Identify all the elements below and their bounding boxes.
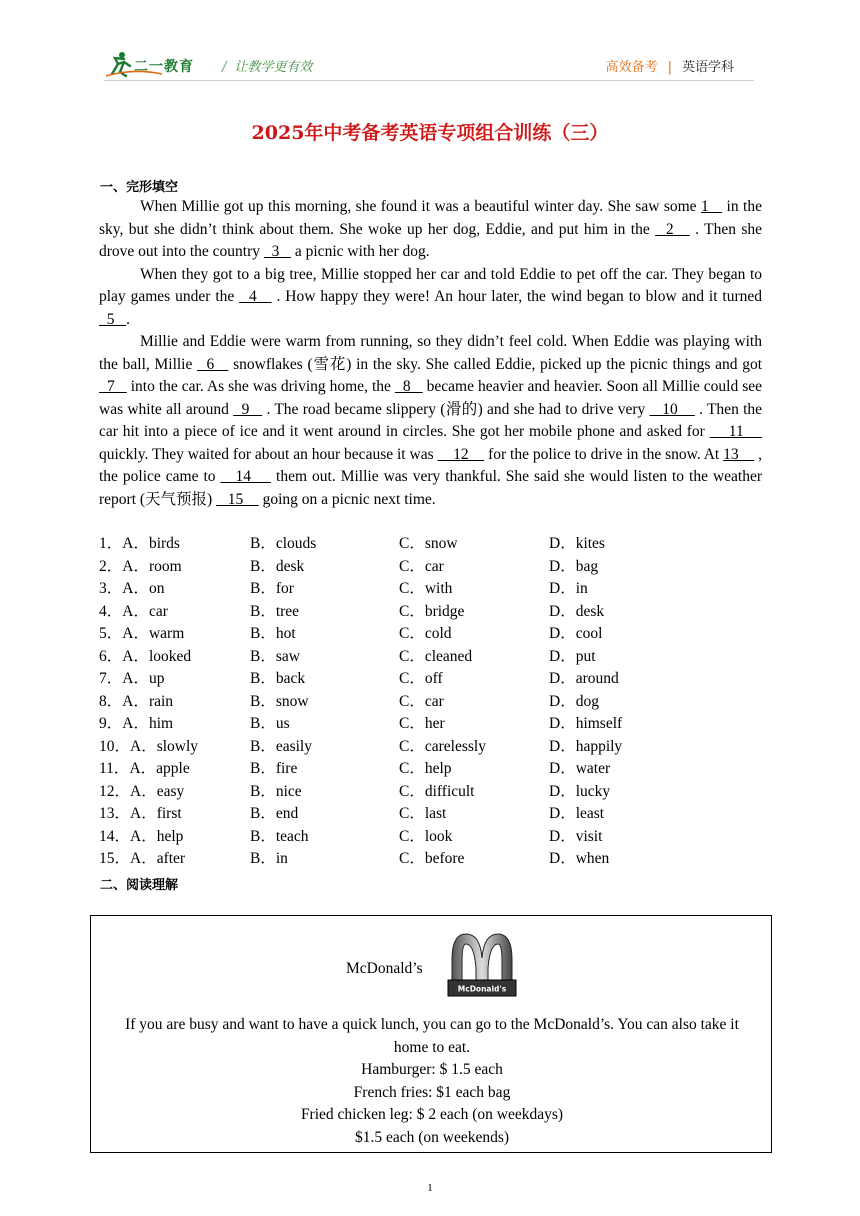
option-a: [99, 758, 190, 781]
option-c: C．look: [399, 827, 453, 845]
question-number: 11．: [99, 760, 130, 777]
option-a: [99, 668, 164, 691]
passage-paragraph: When Millie got up this morning, she found it was a beautiful winter day. She saw some 1 in the sky, but she didn’t think about them. She woke up her dog, Eddie, and put him in the 2 . Then she drove out into the country 3 a picnic with her dog.: [99, 198, 763, 260]
option-row: [99, 601, 762, 624]
blank-7: 7: [99, 378, 127, 395]
option-d: D．in: [549, 580, 588, 597]
option-c: C．car: [399, 557, 444, 575]
option-b: B．desk: [250, 557, 305, 575]
option-a: [99, 781, 184, 804]
option-c: C．cleaned: [399, 647, 473, 665]
blank-12: 12: [437, 445, 485, 463]
reading-ad-box: [90, 915, 772, 1153]
option-row: [99, 556, 762, 579]
option-d: D．least: [549, 805, 605, 822]
ad-line: If you are busy and want to have a quick lunch, you can go to the McDonald’s. You can also take it home to eat.: [125, 1016, 739, 1056]
option-c: C．car: [399, 692, 444, 710]
question-number: 14．: [99, 827, 131, 845]
ad-line: French fries: $1 each bag: [353, 1083, 511, 1101]
option-a: [99, 533, 180, 556]
option-d: D．lucky: [549, 782, 611, 800]
option-d: D．dog: [549, 692, 599, 710]
logo-text: 二一教育: [134, 59, 194, 75]
section-cloze-heading: 一、完形填空: [100, 180, 179, 195]
option-d: D．kites: [549, 535, 605, 552]
option-a: [99, 623, 184, 646]
option-b: B．teach: [250, 827, 309, 845]
option-a: [99, 556, 182, 579]
option-c: C．help: [399, 760, 452, 777]
ad-text: [106, 1014, 758, 1149]
option-b: B．clouds: [250, 535, 317, 552]
option-b: B．end: [250, 805, 299, 822]
option-b: B．saw: [250, 647, 300, 665]
page-number: 1: [427, 1182, 433, 1194]
option-b: B．for: [250, 580, 294, 597]
ad-line: $1.5 each (on weekends): [354, 1128, 510, 1146]
question-number: 2．: [99, 557, 123, 575]
option-a-text: A．looked: [122, 647, 192, 665]
header-separator: |: [667, 60, 672, 75]
option-a-text: A．slowly: [130, 737, 199, 755]
option-a-text: A．apple: [129, 760, 190, 777]
option-b: B．snow: [250, 692, 309, 710]
option-row: [99, 578, 762, 601]
blank-14: 14: [220, 468, 272, 485]
ad-title: McDonald’s: [346, 960, 423, 977]
option-a: [99, 691, 173, 714]
option-d: D．bag: [549, 557, 599, 575]
question-number: 4．: [99, 602, 123, 620]
option-row: [99, 533, 762, 556]
option-row: [99, 646, 762, 669]
header-tag-subject: 英语学科: [681, 60, 734, 75]
header-subject: [606, 56, 734, 75]
question-number: 12．: [99, 782, 131, 800]
option-a: [99, 578, 164, 601]
blank-10: 10: [649, 400, 695, 418]
blank-13: 13: [723, 445, 755, 463]
option-row: [99, 758, 762, 781]
logo-label: McDonald's: [457, 984, 507, 994]
header-divider: [104, 80, 754, 81]
option-b: B．fire: [250, 760, 298, 777]
cloze-passage: [99, 196, 762, 511]
question-number: 15．: [99, 850, 131, 867]
option-c: C．last: [399, 805, 447, 822]
option-row: [99, 691, 762, 714]
option-a-text: A．up: [122, 670, 165, 687]
question-number: 3．: [99, 580, 123, 597]
option-row: [99, 668, 762, 691]
blank-8: 8: [394, 378, 423, 395]
option-d: D．put: [549, 647, 596, 665]
option-b: B．easily: [250, 737, 312, 755]
option-b: B．back: [250, 670, 306, 687]
option-row: [99, 736, 762, 759]
option-d: D．himself: [549, 715, 623, 732]
slogan-text: 让教学更有效: [234, 60, 313, 75]
option-d: D．water: [549, 760, 611, 777]
option-a: [99, 736, 198, 759]
mcdonalds-logo-icon: [446, 932, 518, 1002]
option-row: [99, 623, 762, 646]
question-number: 13．: [99, 805, 131, 822]
question-number: 5．: [99, 625, 123, 642]
option-c: C．cold: [399, 625, 452, 642]
slogan: / 让教学更有效: [222, 60, 313, 75]
option-b: B．nice: [250, 782, 302, 800]
blank-9: 9: [233, 400, 263, 418]
option-d: D．desk: [549, 602, 605, 620]
blank-2: 2: [655, 220, 690, 238]
option-d: D．around: [549, 670, 619, 687]
option-a-text: A．on: [122, 580, 165, 597]
option-a: [99, 646, 191, 669]
section-reading-heading: 二、阅读理解: [100, 878, 179, 893]
blank-1: 1: [701, 198, 723, 215]
option-d: D．cool: [549, 625, 603, 642]
question-number: 6．: [99, 647, 123, 665]
option-row: [99, 826, 762, 849]
option-c: C．before: [399, 850, 465, 867]
header-tag-exam: 高效备考: [605, 60, 658, 75]
option-a-text: A．birds: [122, 535, 180, 552]
option-c: C．with: [399, 580, 453, 597]
question-number: 1．: [99, 535, 123, 552]
option-c: C．snow: [399, 535, 458, 552]
option-b: B．tree: [250, 602, 300, 620]
blank-11: 11: [709, 423, 762, 440]
option-a-text: A．after: [130, 850, 186, 867]
option-a-text: A．easy: [130, 782, 185, 800]
option-c: C．bridge: [399, 602, 465, 620]
option-a-text: A．him: [122, 715, 174, 732]
blank-3: 3: [263, 243, 291, 260]
ad-line: Hamburger: $ 1.5 each: [361, 1061, 503, 1078]
option-b: B．us: [250, 715, 290, 732]
passage-paragraph: When they got to a big tree, Millie stopped her car and told Eddie to pet off the car. They began to play games under the 4 . How happy they were! An hour later, the wind began to blow and it turned 5 .: [99, 265, 763, 328]
option-row: [99, 781, 762, 804]
blank-5: 5: [99, 310, 127, 328]
option-a-text: A．help: [130, 827, 184, 845]
option-b: B．hot: [250, 625, 296, 642]
option-b: B．in: [250, 850, 288, 867]
option-a: [99, 601, 168, 624]
option-d: D．when: [549, 850, 610, 867]
option-a: [99, 803, 182, 826]
option-c: C．her: [399, 715, 445, 732]
blank-4: 4: [239, 288, 272, 305]
question-number: 9．: [99, 715, 123, 732]
page-header: [104, 50, 754, 78]
option-a-text: A．warm: [122, 625, 185, 642]
blank-6: 6: [197, 355, 229, 373]
question-number: 7．: [99, 670, 123, 687]
page-title: 2025年中考备考英语专项组合训练（三）: [251, 122, 609, 144]
option-d: D．happily: [549, 737, 623, 755]
blank-15: 15: [216, 490, 259, 508]
option-a: [99, 848, 185, 871]
option-row: [99, 713, 762, 736]
option-a-text: A．car: [122, 602, 168, 620]
option-c: C．difficult: [399, 782, 475, 800]
option-a: [99, 713, 173, 736]
question-number: 8．: [99, 692, 123, 710]
option-d: D．visit: [549, 827, 603, 845]
option-a-text: A．rain: [122, 692, 174, 710]
option-a-text: A．room: [122, 557, 182, 575]
answer-options: [99, 533, 762, 871]
option-a: [99, 826, 183, 849]
ad-line: Fried chicken leg: $ 2 each (on weekdays): [300, 1106, 564, 1123]
passage-paragraph: Millie and Eddie were warm from running, so they didn’t feel cold. When Eddie was playing with the ball, Millie 6 snowflakes (雪花) in the sky. She called Eddie, picked up the picnic things and got 7 into the car. As she was driving home, the 8 became heavier and heavier. Soon all Millie could see was white all around 9 . The road became slippery (滑的) and she had to drive very 10 . Then the car hit into a piece of ice and it went around in circles. She got her mobile phone and asked for 11 quickly. They waited for about an hour because it was 12 for the police to drive in the snow. At 13 , the police came to 14 them out. Millie was very thankful. She said she would listen to the weather report (天气预报) 15 going on a picnic next time.: [99, 333, 763, 508]
option-c: C．off: [399, 670, 443, 687]
option-c: C．carelessly: [399, 737, 486, 755]
option-row: [99, 848, 762, 871]
option-a-text: A．first: [130, 805, 182, 822]
option-row: [99, 803, 762, 826]
question-number: 10．: [99, 737, 131, 755]
